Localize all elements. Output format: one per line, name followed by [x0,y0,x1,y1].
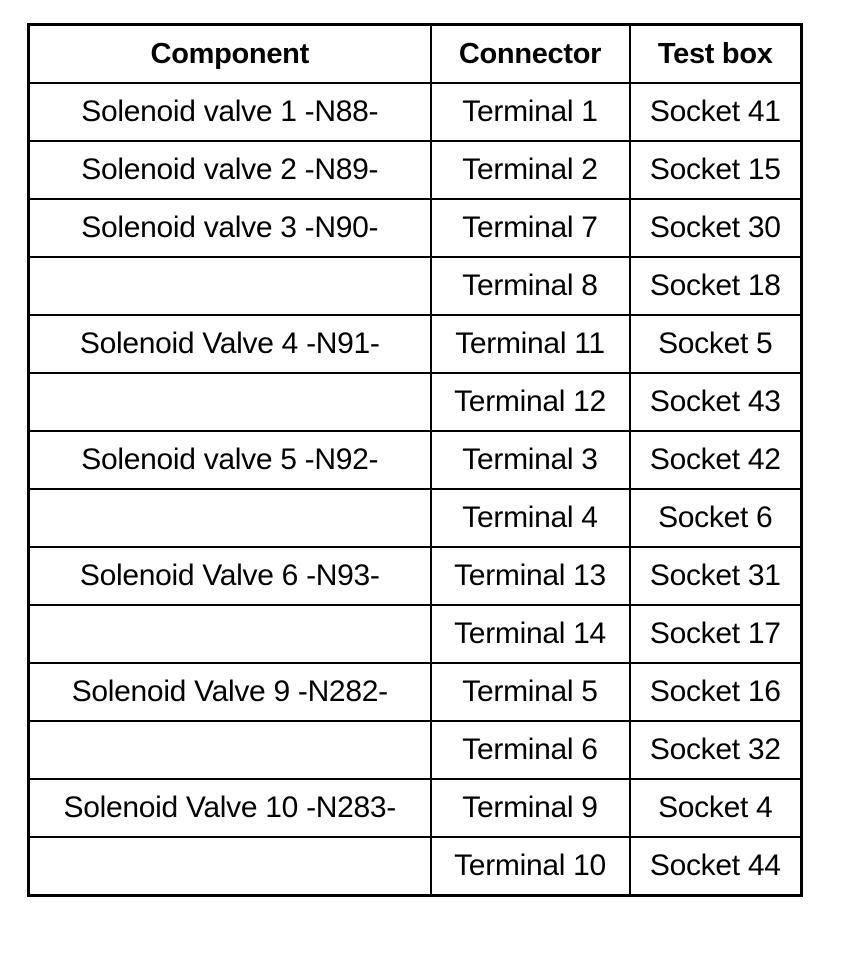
component-cell: Solenoid valve 5 -N92- [29,431,431,489]
table-row [29,663,802,721]
header-test-box: Test box [630,25,802,84]
connector-cell: Terminal 2 [431,141,630,199]
test-box-cell: Socket 32 [630,721,802,779]
test-box-cell: Socket 6 [630,489,802,547]
component-cell: Solenoid valve 3 -N90- [29,199,431,257]
test-box-cell: Socket 42 [630,431,802,489]
connector-cell: Terminal 3 [431,431,630,489]
component-cell: Solenoid Valve 9 -N282- [29,663,431,721]
table-row [29,547,802,605]
connector-cell: Terminal 5 [431,663,630,721]
connector-cell: Terminal 9 [431,779,630,837]
table-row [29,605,802,663]
connector-cell: Terminal 13 [431,547,630,605]
connector-cell: Terminal 12 [431,373,630,431]
connector-cell: Terminal 8 [431,257,630,315]
test-box-cell: Socket 5 [630,315,802,373]
table-row [29,315,802,373]
test-box-cell: Socket 16 [630,663,802,721]
connector-cell: Terminal 6 [431,721,630,779]
table-row [29,431,802,489]
test-box-cell: Socket 43 [630,373,802,431]
test-box-cell: Socket 41 [630,83,802,141]
connector-cell: Terminal 1 [431,83,630,141]
test-box-cell: Socket 4 [630,779,802,837]
table-row [29,141,802,199]
component-cell: Solenoid valve 1 -N88- [29,83,431,141]
table-row [29,779,802,837]
component-cell: Solenoid Valve 6 -N93- [29,547,431,605]
connector-cell: Terminal 4 [431,489,630,547]
header-component: Component [29,25,431,84]
table-body [29,83,802,896]
component-cell [29,489,431,547]
component-cell [29,721,431,779]
header-row [29,25,802,84]
component-cell [29,373,431,431]
component-cell [29,837,431,896]
test-box-cell: Socket 15 [630,141,802,199]
table-row [29,837,802,896]
connector-cell: Terminal 10 [431,837,630,896]
table-row [29,199,802,257]
table-row [29,257,802,315]
table-header [29,25,802,84]
table-row [29,721,802,779]
header-connector: Connector [431,25,630,84]
connector-cell: Terminal 14 [431,605,630,663]
test-box-cell: Socket 30 [630,199,802,257]
test-box-cell: Socket 44 [630,837,802,896]
table-row [29,373,802,431]
test-box-cell: Socket 17 [630,605,802,663]
table-row [29,489,802,547]
test-box-cell: Socket 18 [630,257,802,315]
component-cell: Solenoid Valve 4 -N91- [29,315,431,373]
component-cell: Solenoid valve 2 -N89- [29,141,431,199]
component-connector-table [27,23,803,897]
table-row [29,83,802,141]
connector-cell: Terminal 7 [431,199,630,257]
component-cell [29,257,431,315]
component-cell: Solenoid Valve 10 -N283- [29,779,431,837]
connector-cell: Terminal 11 [431,315,630,373]
component-cell [29,605,431,663]
test-box-cell: Socket 31 [630,547,802,605]
